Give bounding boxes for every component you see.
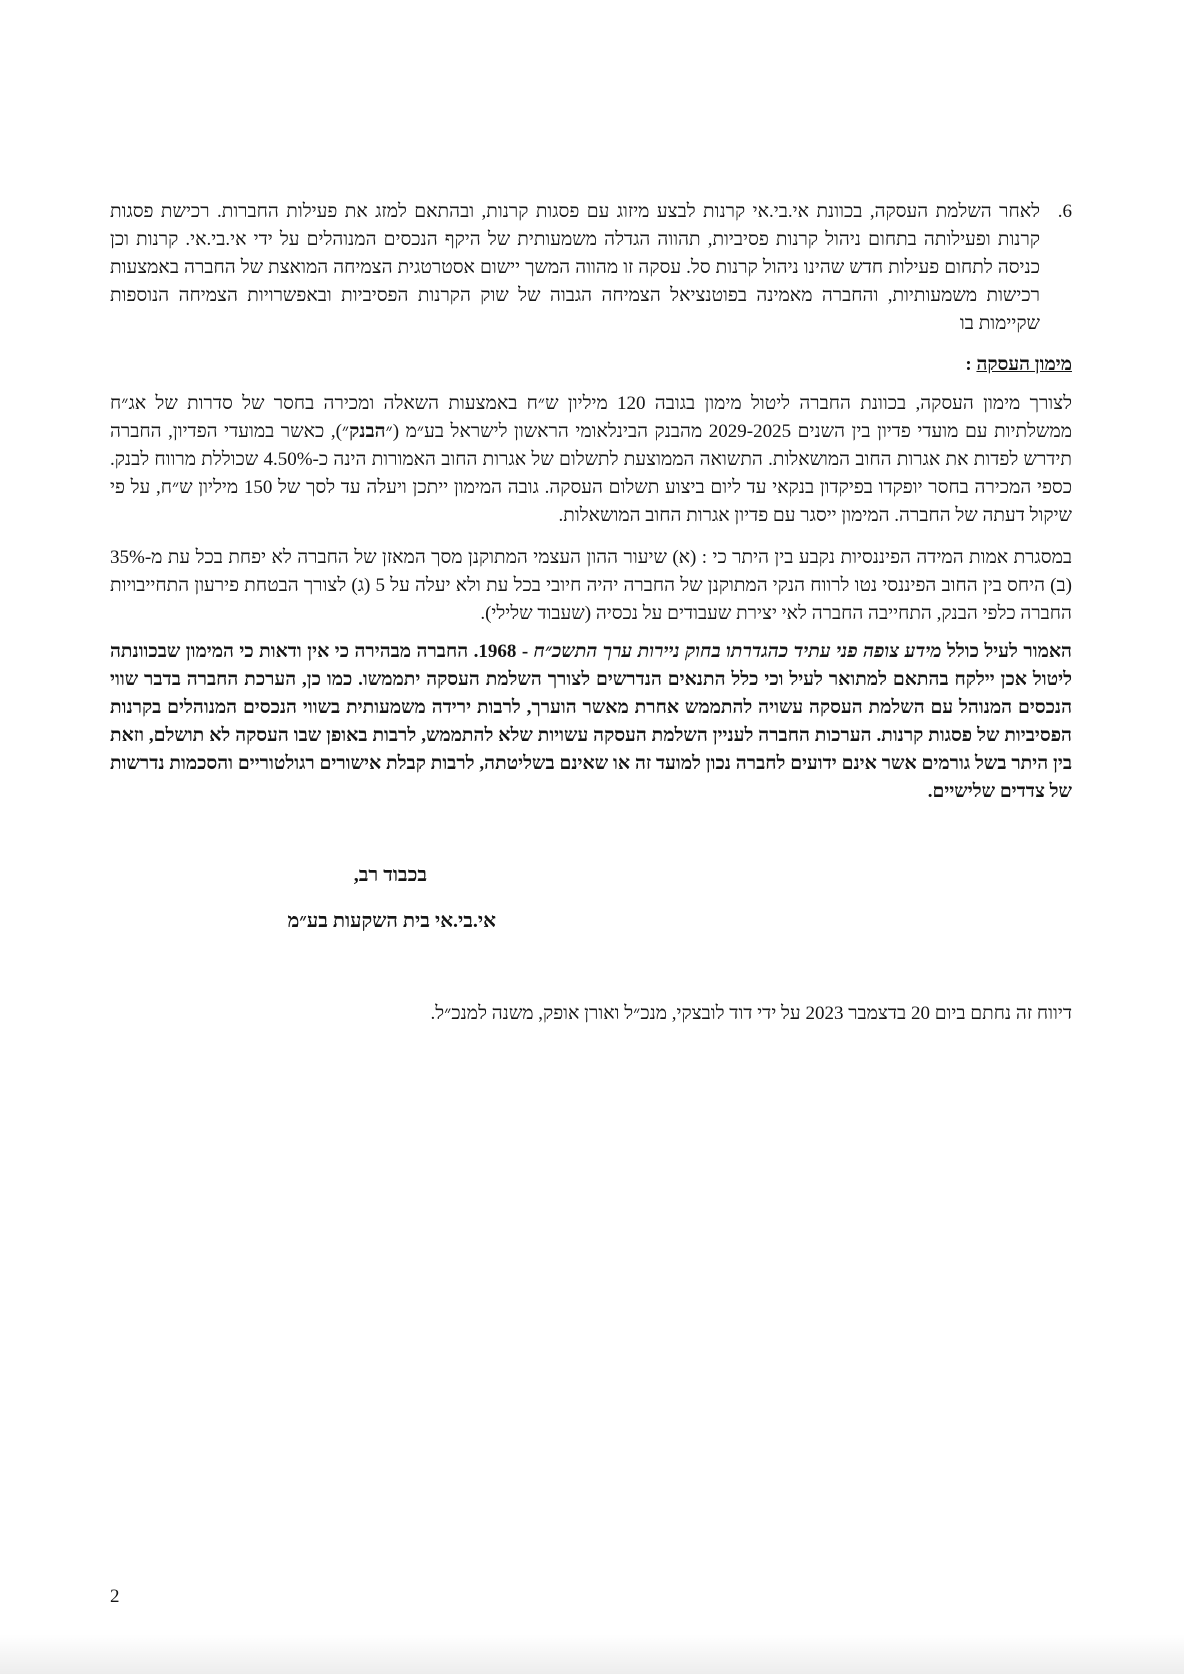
paragraph-funding-part-1: לצורך מימון העסקה, בכוונת החברה ליטול מימון בגובה 120 מיליון ש״ח באמצעות השאלה ומכירה בחסר של סדרות של אג״ח ממשלתיות עם מועדי פדיון בין השנים 2029-2025 מהבנק הבינלאומי הראשון לישראל בע״מ (״ (110, 393, 1072, 442)
signature-closing: בכבוד רב, (353, 864, 427, 886)
page-bottom-shadow (0, 1634, 1184, 1674)
forward-looking-italic: מידע צופה פני עתיד כהגדרתו בחוק ניירות ערך התשכ״ח (533, 641, 942, 662)
document-body (110, 198, 1072, 1028)
paragraph-covenants: במסגרת אמות המידה הפיננסיות נקבע בין היתר כי : (א) שיעור ההון העצמי המתוקנן מסך המאזן של החברה לא יפחת בכל עת מ-35% (ב) היחס בין החוב הפיננסי נטו לרווח הנקי המתוקנן של החברה יהיה חיובי בכל עת ולא יעלה על 5 (ג) לצורך הבטחת פירעון התחייבויות החברה כלפי הבנק, התחייבה החברה לאי יצירת שעבודים על נכסיה (שעבוד שלילי). (110, 547, 1072, 624)
page-number: 2 (110, 1586, 120, 1607)
paragraph-forward-looking (110, 638, 1072, 806)
item-number: 6. (1057, 201, 1072, 222)
forward-looking-part-2: - 1968. החברה מבהירה כי אין ודאות כי המימון שבכוונתה ליטול אכן יילקח בהתאם למתואר לעיל וכי כלל התנאים הנדרשים לצורך השלמת העסקה יתממשו. כמו כן, הערכת החברה בדבר שווי הנכסים המנוהל עם השלמת העסקה עשויה להתממש אחרת מאשר הוערך, לרבות ירידה משמעותית בשווי הנכסים המנוהלים בקרנות הפסיביות של פסגות קרנות. הערכות החברה לעניין השלמת העסקה עשויות שלא להתממש, לרבות באופן שבו העסקה לא תושלם, וזאת בין היתר בשל גורמים אשר אינם ידועים לחברה נכון למועד זה או שאינם בשליטתה, לרבות קבלת אישורים רגולטוריים והסכמות נדרשות של צדדים שלישיים. (110, 641, 1072, 802)
forward-looking-part-1: האמור לעיל כולל (941, 641, 1072, 662)
paragraph-funding-part-2: ״), כאשר במועדי הפדיון, החברה תידרש לפדות את אגרות החוב המושאלות. התשואה הממוצעת לתשלום של אגרות החוב האמורות הינה כ-4.50% שכוללת מרווח לבנק. כספי המכירה בחסר יופקדו בפיקדון בנקאי עד ליום ביצוע תשלום העסקה. גובה המימון ייתכן ויעלה עד לסך של 150 מיליון ש״ח, על פי שיקול דעתה של החברה. המימון ייסגר עם פדיון אגרות החוב המושאלות. (110, 421, 1072, 526)
signing-note: דיווח זה נחתם ביום 20 בדצמבר 2023 על ידי דוד לובצקי, מנכ״ל ואורן אופק, משנה למנכ״ל. (430, 1003, 1072, 1024)
item-text: לאחר השלמת העסקה, בכוונת אי.בי.אי קרנות לבצע מיזוג עם פסגות קרנות, ובהתאם למזג את פעילות החברות. רכישת פסגות קרנות ופעילותה בתחום ניהול קרנות פסיביות, תהווה הגדלה משמעותית של היקף הנכסים המנוהלים על ידי אי.בי.אי. קרנות וכן כניסה לתחום פעילות חדש שהינו ניהול קרנות סל. עסקה זו מהווה המשך יישום אסטרטגית הצמיחה המואצת של החברה באמצעות רכישות משמעותיות, והחברה מאמינה בפוטנציאל הצמיחה הגבוה של שוק הקרנות הפסיביות ובאפשרויות הצמיחה הנוספות שקיימות בו (110, 201, 1040, 334)
paragraph-funding (110, 390, 1072, 530)
section-heading-text: מימון העסקה (976, 354, 1072, 375)
paragraph-funding-bank-term: הבנק (349, 421, 386, 442)
signature-company: אי.בי.אי בית השקעות בע״מ (287, 910, 496, 932)
section-heading-financing (110, 351, 1072, 379)
numbered-item-6 (110, 198, 1072, 338)
section-heading-colon: : (965, 354, 977, 375)
